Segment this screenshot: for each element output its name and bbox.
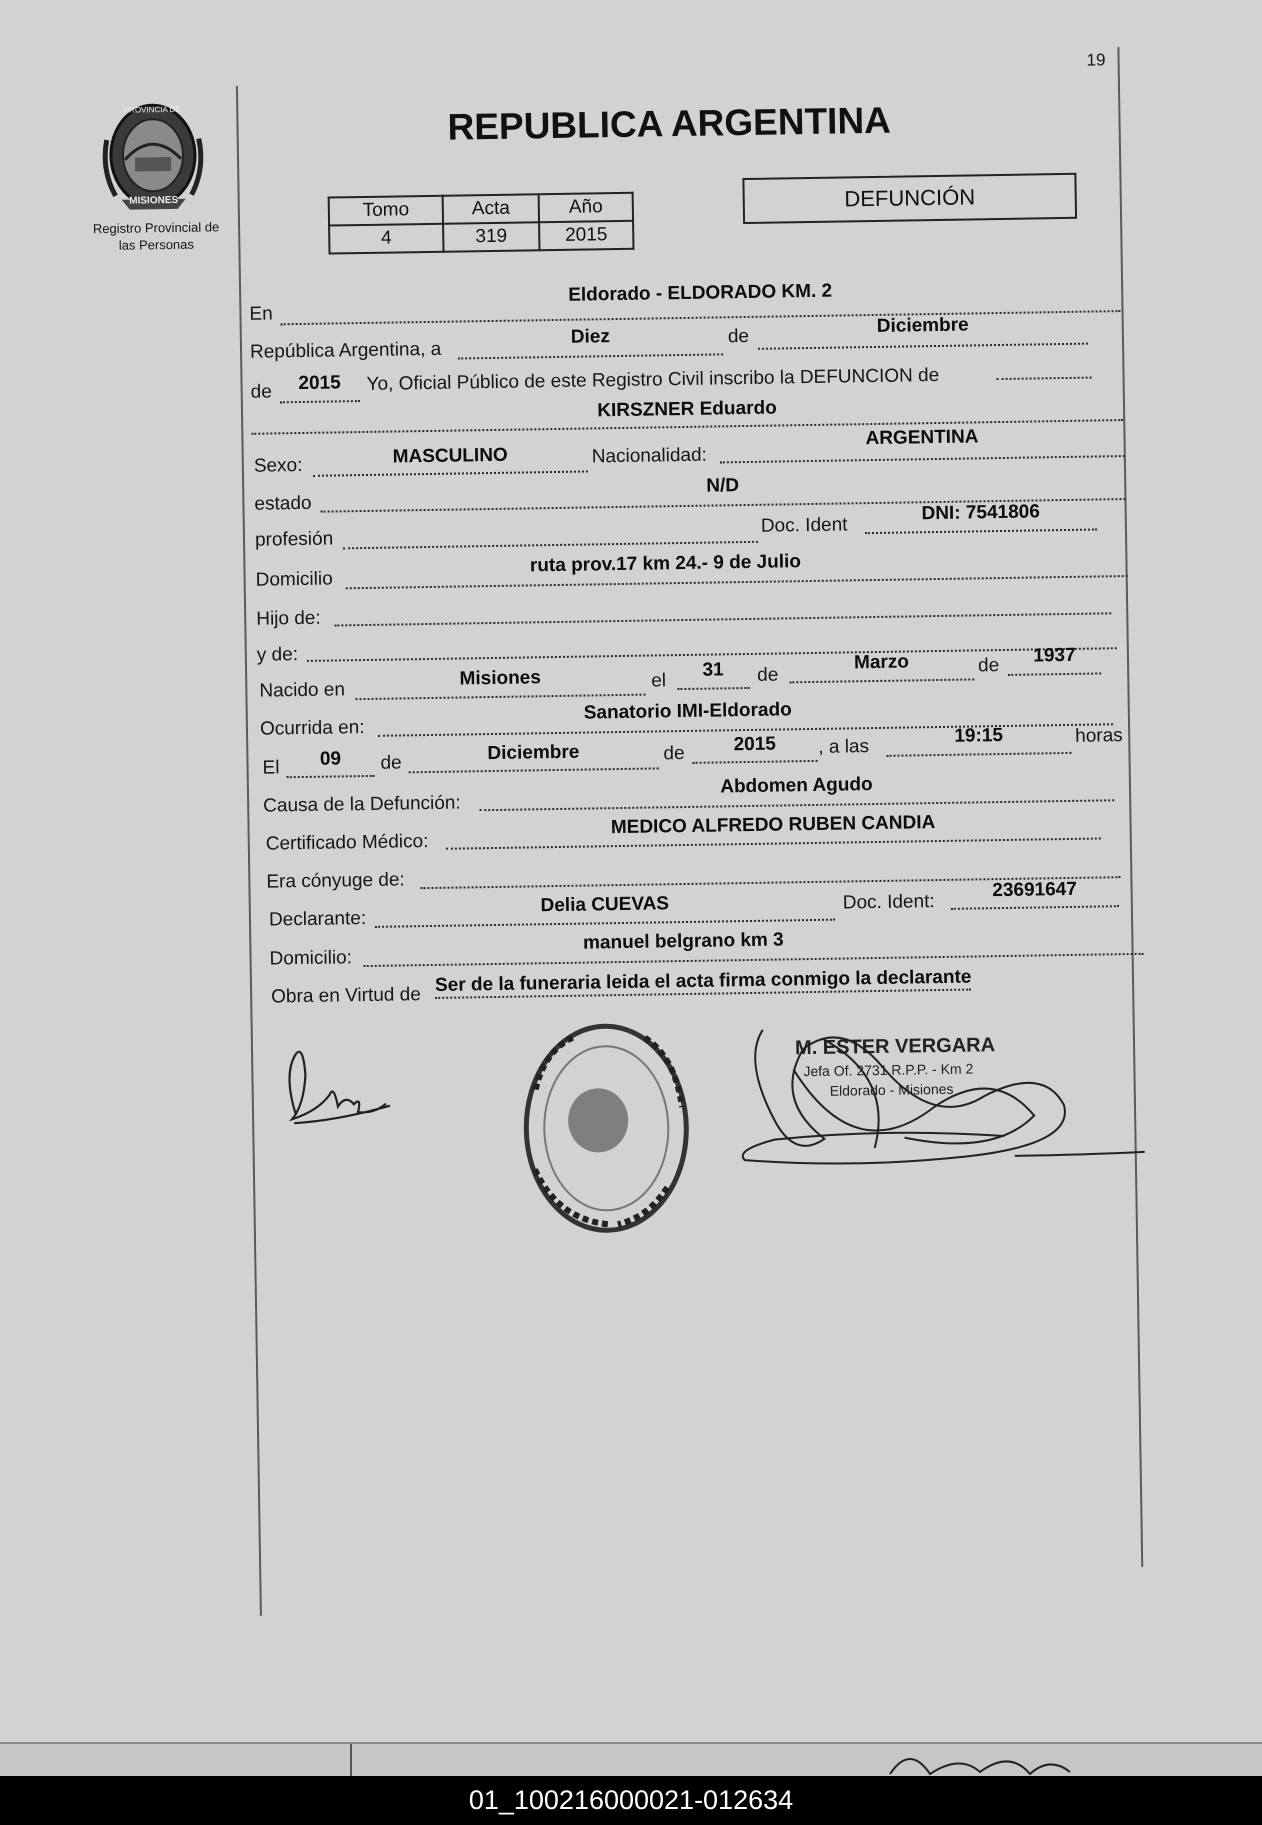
value-tomo: 4: [329, 224, 443, 254]
label-y-de: y de:: [256, 644, 299, 666]
label-en: En: [249, 303, 273, 325]
line-causa: [479, 799, 1114, 811]
line-fecha-year: [693, 760, 818, 764]
value-nacido-day: 31: [702, 659, 724, 681]
value-en: Eldorado - ELDORADO KM. 2: [568, 280, 833, 306]
line-time: [886, 752, 1071, 757]
value-hijo-de: [334, 586, 1111, 598]
value-causa: Abdomen Agudo: [720, 774, 873, 798]
label-nacido-de2: de: [977, 655, 1000, 677]
label-fecha-de2: de: [663, 743, 685, 765]
act-type-label: DEFUNCIÓN: [844, 184, 976, 212]
label-fecha-el: El: [262, 757, 280, 779]
value-declarante-doc: 23691647: [992, 878, 1078, 902]
officer-title: Jefa Of. 2731 R.P.P. - Km 2: [803, 1060, 974, 1080]
value-domicilio-declarante: manuel belgrano km 3: [582, 929, 784, 954]
value-nacido-month: Marzo: [853, 651, 910, 674]
value-month: Diciembre: [876, 314, 969, 337]
value-year: 2015: [298, 372, 341, 395]
value-ano: 2015: [539, 221, 633, 250]
value-nacido-year: 1937: [1033, 644, 1076, 667]
value-fecha-day: 09: [319, 748, 342, 770]
reference-table: [328, 192, 635, 255]
value-name: KIRSZNER Eduardo: [597, 397, 777, 422]
official-round-seal: [515, 1017, 698, 1240]
right-margin-line: [1117, 47, 1143, 1567]
officer-signature: [732, 1004, 1155, 1181]
statement-text: Yo, Oficial Público de este Registro Civil inscribo la DEFUNCION de: [366, 364, 940, 395]
line-fecha-month: [409, 767, 659, 773]
label-domicilio: Domicilio: [255, 568, 333, 591]
line-nacido-day: [677, 687, 749, 690]
label-republica-a: República Argentina, a: [249, 338, 442, 363]
value-fecha-month: Diciembre: [487, 741, 580, 765]
label-declarante: Declarante:: [268, 908, 367, 931]
country-title: REPUBLICA ARGENTINA: [447, 99, 892, 148]
label-sexo: Sexo:: [253, 454, 303, 477]
line-month: [758, 343, 1088, 350]
seal-text-bottom: MISIONES: [129, 194, 179, 207]
label-obra: Obra en Virtud de: [271, 984, 421, 1008]
label-fecha-de1: de: [380, 752, 402, 774]
label-de-month: de: [727, 325, 750, 348]
label-domicilio-declarante: Domicilio:: [269, 947, 353, 970]
label-causa: Causa de la Defunción:: [263, 792, 461, 817]
line-nacionalidad: [720, 455, 1125, 463]
label-a-las: , a las: [818, 736, 870, 758]
label-certificado: Certificado Médico:: [265, 831, 429, 855]
declarant-signature: [277, 1034, 398, 1131]
value-doc-ident: DNI: 7541806: [921, 501, 1040, 525]
footer-caption: 01_100216000021-012634: [0, 1776, 1262, 1825]
value-acta: 319: [443, 222, 539, 252]
line-nacido-month: [789, 678, 974, 683]
header-acta: Acta: [443, 194, 539, 224]
registry-name-line2: las Personas: [118, 236, 195, 253]
value-ocurrida: Sanatorio IMI-Eldorado: [583, 699, 792, 724]
line-year: [280, 400, 360, 403]
label-hijo-de: Hijo de:: [256, 607, 321, 630]
value-nacionalidad: ARGENTINA: [865, 426, 979, 450]
value-estado: N/D: [706, 475, 740, 497]
value-profesion: [343, 513, 758, 520]
label-nacido-de1: de: [757, 664, 779, 686]
value-sexo: MASCULINO: [392, 444, 508, 468]
value-obra: Ser de la funeraria leida el acta firma conmigo la declarante: [435, 967, 972, 999]
officer-name: M. ESTER VERGARA: [794, 1034, 996, 1060]
label-nacionalidad: Nacionalidad:: [591, 444, 708, 468]
line-statement-end: [997, 377, 1092, 380]
value-fecha-year: 2015: [733, 733, 777, 756]
next-page-divider: [350, 1744, 352, 1776]
line-declarante-doc: [951, 905, 1119, 910]
label-nacido-el: el: [651, 670, 667, 692]
value-declarante: Delia CUEVAS: [540, 893, 670, 917]
officer-location: Eldorado - Misiones: [829, 1080, 954, 1099]
line-fecha-day: [287, 775, 375, 778]
label-horas: horas: [1075, 725, 1123, 747]
seal-text-top: PROVINCIA DE: [123, 104, 181, 115]
value-time: 19:15: [954, 725, 1004, 747]
reference-table-value-row: [329, 221, 633, 254]
label-doc-ident: Doc. Ident: [760, 514, 848, 537]
header-tomo: Tomo: [329, 196, 443, 226]
label-nacido-en: Nacido en: [259, 679, 346, 702]
label-conyuge: Era cónyuge de:: [266, 869, 405, 893]
registry-name-line1: Registro Provincial de: [92, 219, 220, 237]
next-page-signature-fragment: [880, 1744, 1080, 1776]
line-nacido-year: [1008, 672, 1101, 675]
value-nacido-place: Misiones: [459, 667, 542, 690]
line-hijo-de: [334, 612, 1111, 626]
line-declarante: [375, 919, 835, 928]
value-certificado: MEDICO ALFREDO RUBEN CANDIA: [610, 812, 936, 839]
page-number: 19: [1086, 50, 1106, 70]
label-ocurrida-en: Ocurrida en:: [259, 717, 365, 740]
label-declarante-doc: Doc. Ident:: [842, 891, 935, 914]
act-type-box: [742, 173, 1077, 224]
label-de-year: de: [250, 381, 272, 403]
line-day: [458, 353, 723, 359]
value-day: Diez: [570, 326, 611, 348]
label-estado: estado: [254, 492, 312, 515]
label-profesion: profesión: [254, 528, 334, 551]
header-ano: Año: [539, 193, 633, 222]
value-conyuge: [420, 848, 1120, 859]
line-doc-ident: [865, 528, 1097, 534]
line-sexo: [313, 470, 588, 476]
value-domicilio: ruta prov.17 km 24.- 9 de Julio: [529, 551, 802, 577]
line-profesion: [343, 541, 758, 550]
line-nacido-place: [356, 694, 646, 701]
